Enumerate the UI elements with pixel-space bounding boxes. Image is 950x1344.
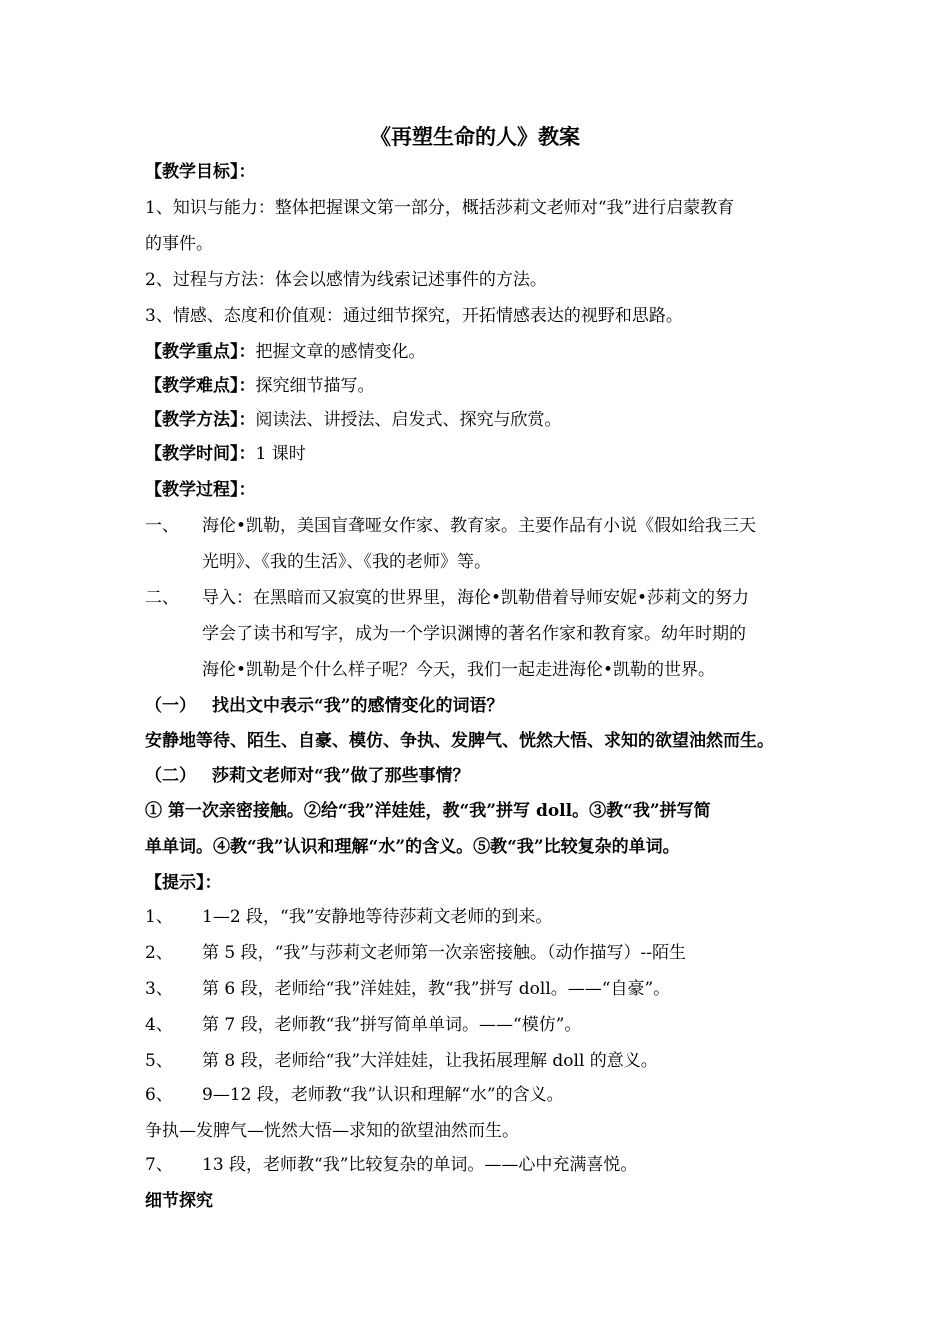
hint-number: 5、 xyxy=(145,1051,173,1071)
answer-1: 安静地等待、陌生、自豪、模仿、争执、发脾气、恍然大悟、求知的欲望油然而生。 xyxy=(145,731,774,751)
goal-1-line-2: 的事件。 xyxy=(145,234,213,254)
detail-label: 细节探究 xyxy=(145,1191,213,1211)
difficulty xyxy=(145,374,375,398)
hint-text: 9—12 段，老师教“我”认识和理解“水”的含义。 xyxy=(202,1085,564,1105)
step-1-line-2: 光明》、《我的生活》、《我的老师》等。 xyxy=(202,552,491,572)
page-title: 《再塑生命的人》教案 xyxy=(370,124,580,149)
hint-item xyxy=(145,905,552,929)
question-2-text: 莎莉文老师对“我”做了那些事情？ xyxy=(212,766,470,786)
hint-text: 第 5 段，“我”与莎莉文老师第一次亲密接触。（动作描写）--陌生 xyxy=(202,943,686,963)
hint-number: 2、 xyxy=(145,943,173,963)
hint-item xyxy=(145,1049,658,1073)
method-label: 【教学方法】： xyxy=(145,410,256,430)
question-1-number: （一） xyxy=(145,696,196,716)
hint-item xyxy=(145,1083,564,1107)
step-2-text: 导入：在黑暗而又寂寞的世界里，海伦•凯勒借着导师安妮•莎莉文的努力 xyxy=(202,588,750,608)
time-label: 【教学时间】： xyxy=(145,444,256,464)
hint-text: 第 7 段，老师教“我”拼写简单单词。——“模仿”。 xyxy=(202,1015,582,1035)
hint-number: 3、 xyxy=(145,979,173,999)
key-point xyxy=(145,340,426,364)
process-label: 【教学过程】： xyxy=(145,480,256,500)
goal-3: 3、情感、态度和价值观：通过细节探究，开拓情感表达的视野和思路。 xyxy=(145,306,683,326)
method xyxy=(145,408,562,432)
answer-2-line-1: ① 第一次亲密接触。②给“我”洋娃娃，教“我”拼写 doll。③教“我”拼写简 xyxy=(145,801,711,821)
hint-number: 1、 xyxy=(145,907,173,927)
step-2-line-1 xyxy=(145,586,749,610)
key-point-text: 把握文章的感情变化。 xyxy=(255,342,426,362)
hint-text: 第 8 段，老师给“我”大洋娃娃，让我拓展理解 doll 的意义。 xyxy=(202,1051,658,1071)
difficulty-text: 探究细节描写。 xyxy=(255,376,375,396)
step-2-line-3: 海伦•凯勒是个什么样子呢？今天，我们一起走进海伦•凯勒的世界。 xyxy=(202,660,716,680)
goal-2: 2、过程与方法：体会以感情为线索记述事件的方法。 xyxy=(145,270,547,290)
hint-text: 1—2 段，“我”安静地等待莎莉文老师的到来。 xyxy=(202,907,553,927)
question-2-number: （二） xyxy=(145,766,196,786)
hint-text: 第 6 段，老师给“我”洋娃娃，教“我”拼写 doll。——“自豪”。 xyxy=(202,979,671,999)
answer-2-line-2: 单单词。④教“我”认识和理解“水”的含义。⑤教“我”比较复杂的单词。 xyxy=(145,837,680,857)
hint-item xyxy=(145,977,670,1001)
method-text: 阅读法、讲授法、启发式、探究与欣赏。 xyxy=(255,410,562,430)
step-1-text: 海伦•凯勒，美国盲聋哑女作家、教育家。主要作品有小说《假如给我三天 xyxy=(202,516,757,536)
hint-item xyxy=(145,1013,581,1037)
question-1-text: 找出文中表示“我”的感情变化的词语？ xyxy=(212,696,504,716)
difficulty-label: 【教学难点】： xyxy=(145,376,256,396)
question-2 xyxy=(145,764,470,788)
key-point-label: 【教学重点】： xyxy=(145,342,256,362)
hint-item xyxy=(145,1153,637,1177)
hint-number: 4、 xyxy=(145,1015,173,1035)
time-text: 1 课时 xyxy=(255,444,306,464)
time xyxy=(145,442,306,466)
question-1 xyxy=(145,694,504,718)
hint-text: 13 段，老师教“我”比较复杂的单词。——心中充满喜悦。 xyxy=(202,1155,638,1175)
step-2-line-2: 学会了读书和写字，成为一个学识渊博的著名作家和教育家。幼年时期的 xyxy=(202,624,746,644)
hint-label: 【提示】： xyxy=(145,873,222,893)
emotion-chain: 争执—发脾气—恍然大悟—求知的欲望油然而生。 xyxy=(145,1121,519,1141)
hint-number: 6、 xyxy=(145,1085,173,1105)
step-1-line-1 xyxy=(145,514,756,538)
step-2-number: 二、 xyxy=(145,588,179,608)
goal-1-line-1: 1、知识与能力：整体把握课文第一部分，概括莎莉文老师对“我”进行启蒙教育 xyxy=(145,198,735,218)
step-1-number: 一、 xyxy=(145,516,179,536)
hint-item xyxy=(145,941,686,965)
hint-number: 7、 xyxy=(145,1155,173,1175)
goals-label: 【教学目标】： xyxy=(145,162,256,182)
